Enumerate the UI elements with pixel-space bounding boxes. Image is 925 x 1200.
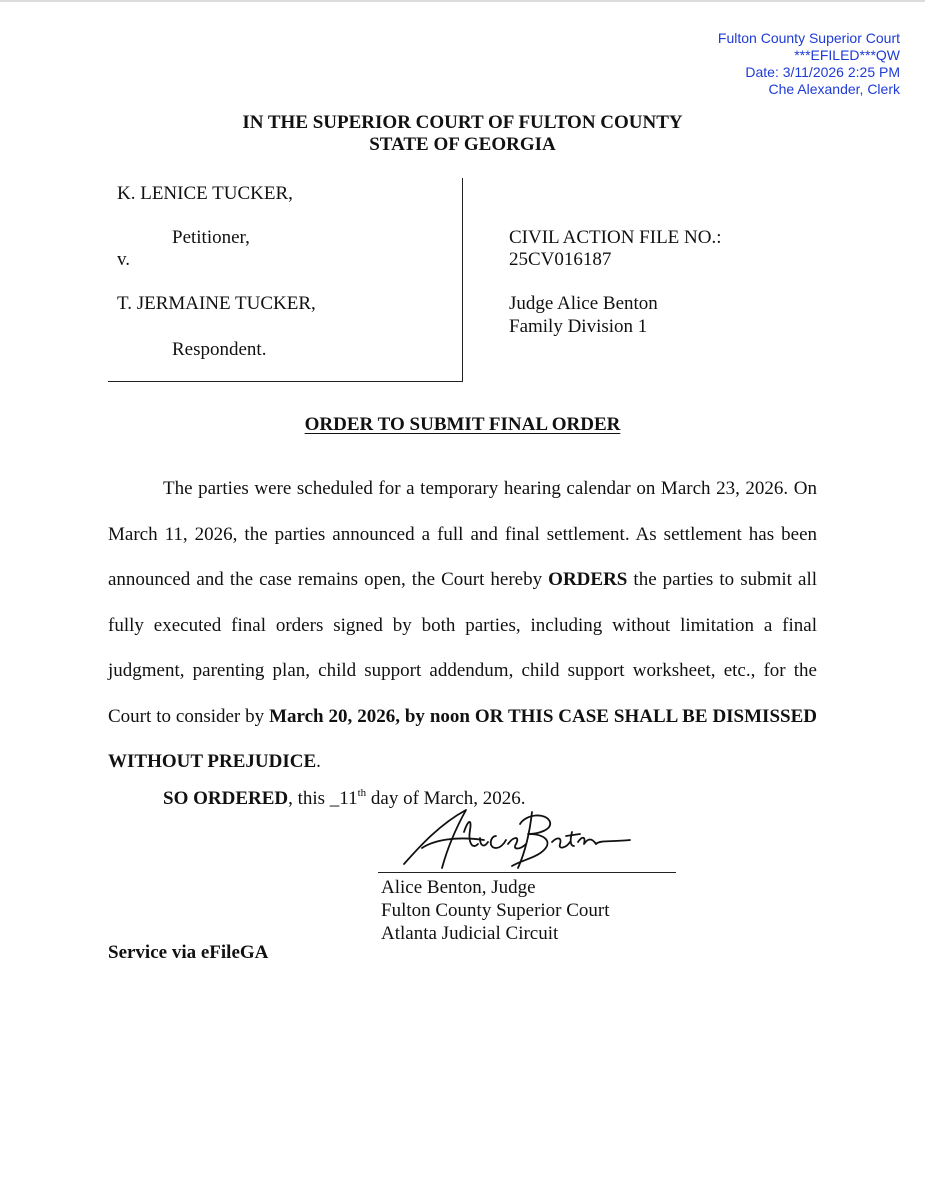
division: Family Division 1 [509, 316, 648, 337]
caption-divider-horizontal [108, 381, 463, 382]
petitioner-name: K. LENICE TUCKER, [117, 183, 293, 204]
judge-court: Fulton County Superior Court [381, 900, 610, 921]
file-no: 25CV016187 [509, 249, 612, 270]
body-text-3: . [316, 751, 321, 772]
body-text-2: the parties to submit all fully executed final orders signed by both parties, including without limitation a final judgment, parenting plan, child support addendum, child support worksheet, etc., for the Court to consider by [108, 569, 818, 727]
assigned-judge: Judge Alice Benton [509, 293, 658, 314]
stamp-clerk: Che Alexander, Clerk [768, 81, 900, 97]
respondent-role: Respondent. [172, 339, 267, 360]
stamp-court: Fulton County Superior Court [717, 30, 900, 46]
respondent-name: T. JERMAINE TUCKER, [117, 293, 316, 314]
so-ordered-pre: , this _11 [288, 788, 358, 809]
court-header-line2: STATE OF GEORGIA [369, 134, 556, 155]
judge-signature [400, 806, 640, 876]
body-text-1: The parties were scheduled for a temporary hearing calendar on March 23, 2026. On March 11, 2026, the parties announced a full and final settlement. As settlement has been announced and the case remains open, the Court hereby [108, 478, 817, 590]
order-title: ORDER TO SUBMIT FINAL ORDER [304, 414, 621, 435]
versus: v. [117, 249, 131, 270]
judge-circuit: Atlanta Judicial Circuit [381, 923, 559, 944]
judge-signature-block [381, 876, 610, 945]
stamp-code: ***EFILED***QW [794, 47, 900, 63]
stamp-date: Date: 3/11/2026 2:25 PM [745, 64, 900, 80]
signature-line [378, 872, 676, 873]
body-bold-deadline: March 20, 2026, by noon OR THIS CASE SHALL BE DISMISSED WITHOUT PREJUDICE [108, 705, 817, 772]
body-bold-orders: ORDERS [548, 569, 628, 590]
caption-divider-vertical [462, 178, 463, 382]
judge-name-title: Alice Benton, Judge [381, 877, 536, 898]
court-header-line1: IN THE SUPERIOR COURT OF FULTON COUNTY [242, 112, 683, 133]
so-ordered-sup: th [357, 787, 367, 799]
order-body [108, 466, 817, 785]
service-note: Service via eFileGA [108, 942, 269, 963]
file-no-label: CIVIL ACTION FILE NO.: [509, 227, 722, 248]
efile-stamp [718, 30, 900, 98]
court-header [0, 112, 925, 156]
so-ordered-bold: SO ORDERED [163, 788, 289, 809]
page-top-border [0, 0, 925, 2]
petitioner-role: Petitioner, [172, 227, 250, 248]
so-ordered-post: day of March, 2026. [366, 788, 526, 809]
